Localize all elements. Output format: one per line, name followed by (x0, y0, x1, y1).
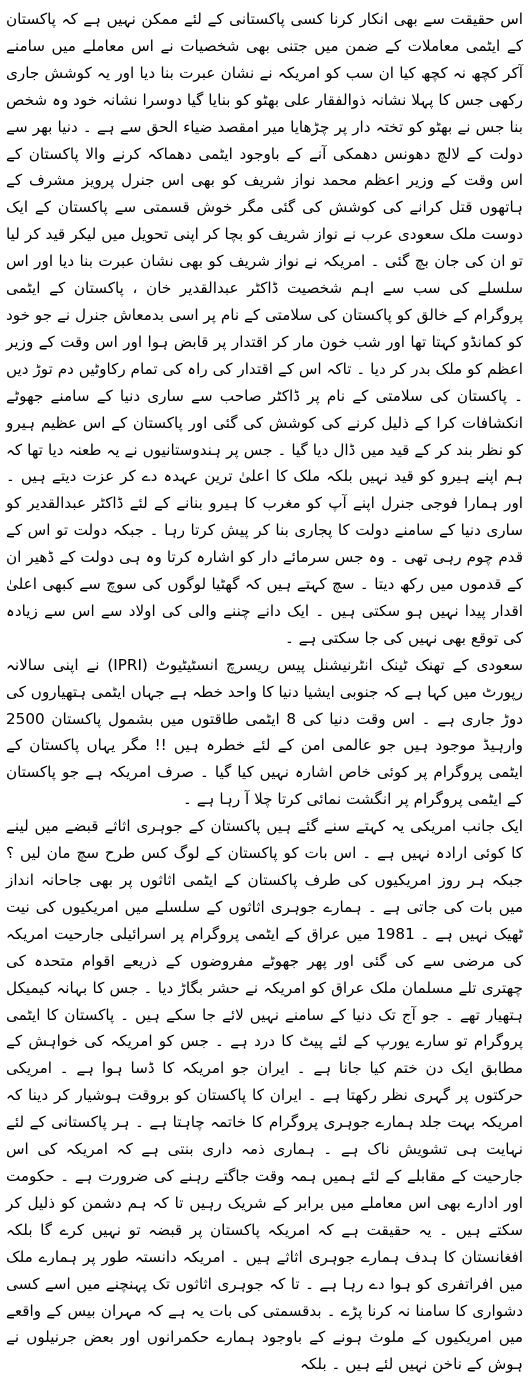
article-paragraph: سعودی کے تھنک ٹینک انٹرنیشنل پیس ریسرچ انسٹیٹیوٹ (IPRI) نے اپنی سالانہ رپورٹ میں کہا ہے کہ جنوبی ایشیا دنیا کا واحد خطہ ہے جہاں ایٹمی ہتھیاروں کی دوڑ جاری ہے ۔ اس وقت دنیا کی 8 ایٹمی طاقتوں میں بشمول پاکستان 2500 وارہیڈ موجود ہیں جو عالمی امن کے لئے خطرہ ہیں !! مگر یہاں پاکستان کے ایٹمی پروگرام پر کوئی خاص اشارہ نہیں کیا گیا ۔ صرف امریکہ ہے جو پاکستان کے ایٹمی پروگرام پر انگشت نمائی کرتا چلا آ رہا ہے ۔ (6, 655, 523, 809)
urdu-article-body (6, 6, 523, 1378)
article-paragraph: اس حقیقت سے بھی انکار کرنا کسی پاکستانی کے لئے ممکن نہیں ہے کہ پاکستان کے ایٹمی معاملات کے ضمن میں جتنی بھی شخصیات نے اس معاملے میں سامنے آکر کچھ نہ کچھ کیا ان سب کو امریکہ نے نشان عبرت بنا دیا اور یہ کوشش جاری رکھی جس کا پہلا نشانہ ذوالفقار علی بھٹو کو بنایا گیا دوسرا نشانہ خود وہ شخص بنا جس نے بھٹو کو تختہ دار پر چڑھایا میر امقصد ضیاء الحق سے ہے ۔ دنیا بھر سے دولت کے لالچ دھونس دھمکی آنے کے باوجود ایٹمی دھماکہ کرنے والا پاکستان کے اس وقت کے وزیر اعظم محمد نواز شریف کو بھی اس جنرل پرویز مشرف کے ہاتھوں قتل کرانے کی کوشش کی گئی مگر خوش قسمتی سے پاکستان کے ایک دوست ملک سعودی عرب نے نواز شریف کو بچا کر اپنی تحویل میں لیکر قید کر لیا تو ان کی جان بچ گئی ۔ امریکہ نے نواز شریف کو بھی نشان عبرت بنا دیا اور اس سلسلے کی سب سے اہم شخصیت ڈاکٹر عبدالقدیر خان ، پاکستان کے ایٹمی پروگرام کے خالق کو پاکستان کی سلامتی کے نام پر اسی بدمعاش جنرل نے جو خود کو کمانڈو کہتا تھا اور شب خون مار کر اقتدار پر قابض ہوا اور اس وقت کے وزیر اعظم کو ملک بدر کر دیا ۔ تاکہ اس کے اقتدار کی راہ کی تمام رکاوٹیں دم توڑ دیں ۔ پاکستان کی سلامتی کے نام پر ڈاکٹر صاحب سے ساری دنیا کے سامنے جھوٹے انکشافات کرا کے ذلیل کرنے کی کوشش کی گئی اور پاکستان کے اس عظیم ہیرو کو نظر بند کر کے قید میں ڈال دیا گیا ۔ جس پر ہندوستانیوں نے یہ طعنہ دیا تھا کہ ہم اپنے ہیرو کو قید نہیں بلکہ ملک کا اعلیٰ ترین عہدہ دے کر عزت دیتے ہیں ۔ اور ہمارا فوجی جنرل اپنے آپ کو مغرب کا ہیرو بنانے کے لئے ڈاکٹر عبدالقدیر کو ساری دنیا کے سامنے دولت کا پجاری بنا کر پیش کرتا رہا ۔ جبکہ دولت تو اس کے قدم چوم رہی تھی ۔ وہ جس سرمائے دار کو اشارہ کرتا وہ ہی دولت کے ڈھیر ان کے قدموں میں رکھ دیتا ۔ سچ کہتے ہیں کہ گھٹیا لوگوں کی سوچ سے کبھی اعلیٰ اقدار پیدا نہیں ہو سکتی ہیں ۔ ایک دانے چننے والی کی اولاد سے اس سے زیادہ کی توقع بھی نہیں کی جا سکتی ہے ۔ (6, 10, 523, 647)
article-paragraph: ایک جانب امریکی یہ کہتے سنے گئے ہیں پاکستان کے جوہری اثاثے قبضے میں لینے کا کوئی ارادہ نہیں ہے ۔ اس بات کو پاکستان کے لوگ کس طرح سچ مان لیں ؟ جبکہ ہر روز امریکیوں کی طرف پاکستان کے ایٹمی اثاثوں پر بھی جاحانہ انداز میں بات کی جاتی ہے ۔ ہمارے جوہری اثاثوں کے سلسلے میں امریکیوں کی نیت ٹھیک نہیں ہے ۔ 1981 میں عراق کے ایٹمی پروگرام پر اسرائیلی جارحیت امریکہ کی مرضی سے کی گئی اور پھر جھوٹے مفروضوں کے ذریعے اقوام متحدہ کی چھتری تلے مسلمان ملک عراق کو امریکہ نے حشر بگاڑ دیا ۔ جس کا بہانہ کیمیکل ہتھیار تھے ۔ جو آج تک دنیا کے سامنے نہیں لائے جا سکے ہیں ۔ پاکستان کا ایٹمی پروگرام تو سارے یورپ کے لئے پیٹ کا درد ہے ۔ جس کو امریکہ کی خواہش کے مطابق ایک دن ختم کیا جانا ہے ۔ ایران جو امریکہ کا ڈسا ہوا ہے ۔ امریکی حرکتوں پر گہری نظر رکھتا ہے ۔ ایران کا پاکستان کو بروقت ہوشیار کر دینا کہ امریکہ بہت جلد ہمارے جوہری پروگرام کا خاتمہ چاہتا ہے ۔ ہر پاکستانی کے لئے نہایت ہی تشویش ناک ہے ۔ ہماری ذمہ داری بنتی ہے کہ امریکہ کی اس جارحیت کے مقابلے کے لئے ہمیں ہمہ وقت جاگتے رہنے کی ضرورت ہے ۔ حکومت اور ادارے بھی اس معاملے میں برابر کے شریک رہیں تا کہ ہم دشمن کو ذلیل کر سکتے ہیں ۔ یہ حقیقت ہے کہ امریکہ پاکستان پر قبضہ تو نہیں کرے گا بلکہ افغانستان کا ہدف ہمارے جوہری اثاثے ہیں ۔ امریکہ دانستہ طور پر ہمارے ملک میں افراتفری کو ہوا دے رہا ہے ۔ تا کہ جوہری اثاثوں تک پہنچنے میں اسے کسی دشواری کا سامنا نہ کرنا پڑے ۔ بدقسمتی کی بات یہ ہے کہ مہران بیس کے واقعے میں امریکیوں کے ملوث ہونے کے باوجود ہمارے حکمرانوں اور بعض جرنیلوں نے ہوش کے ناخن نہیں لئے ہیں ۔ بلکہ (6, 817, 523, 1374)
